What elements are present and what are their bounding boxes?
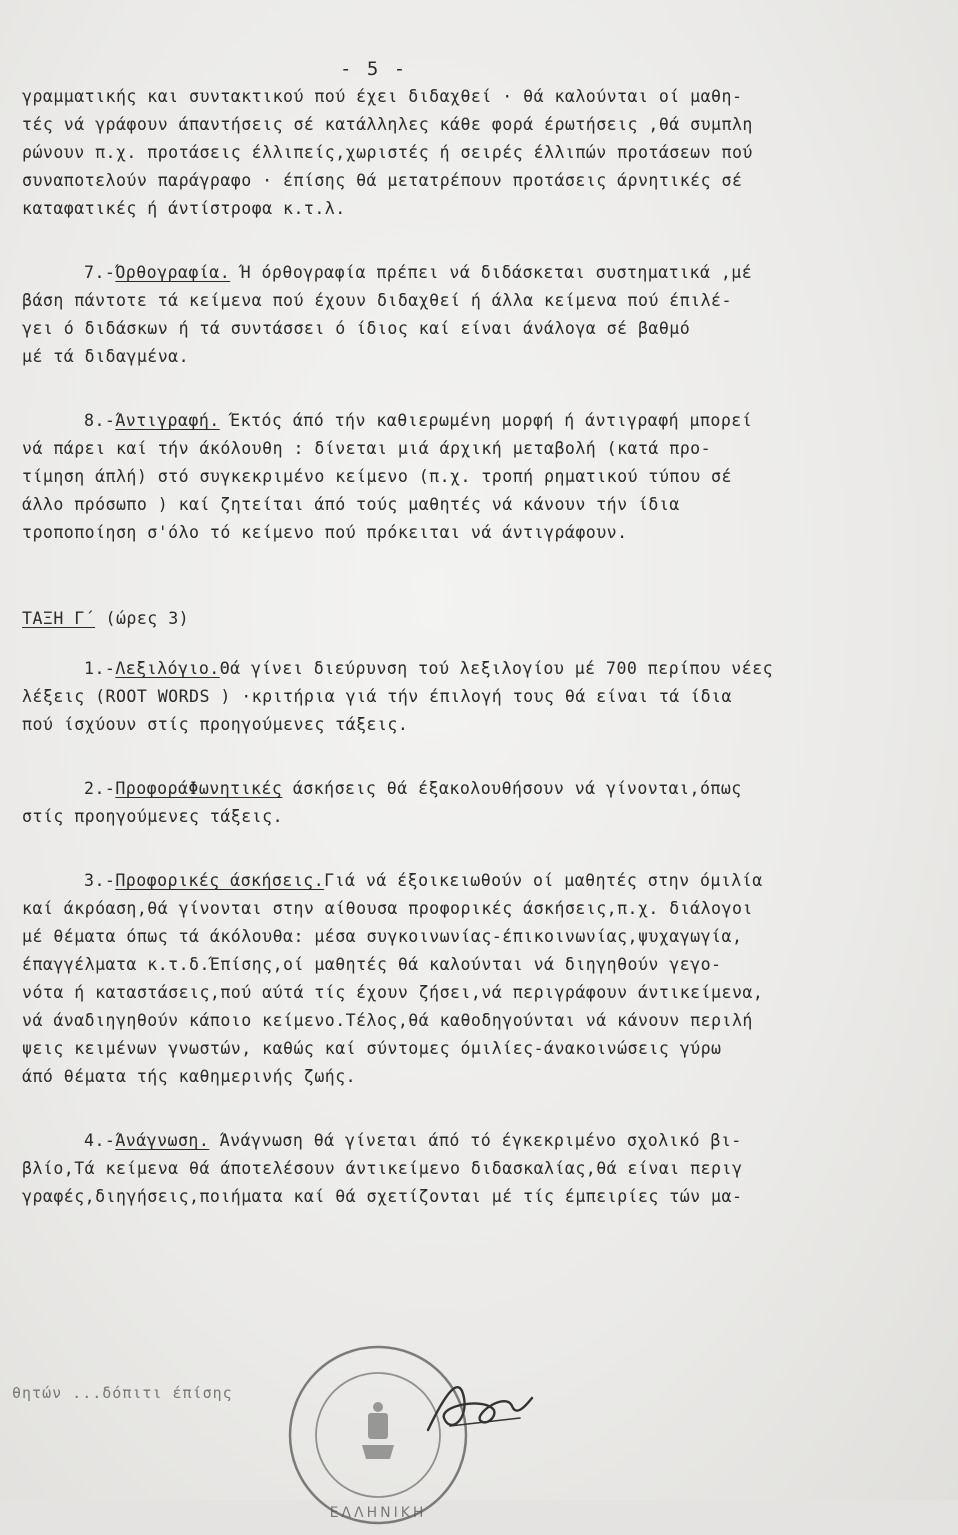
section-title: ΤΑΞΗ Γ΄ (22, 609, 96, 628)
spacer (22, 374, 942, 410)
text-line: 7.-Όρθογραφία. Ή όρθογραφία πρέπει νά διδάσκεται συστηματικά ,μέ (84, 263, 753, 282)
spacer (22, 834, 942, 870)
text-line: 4.-Άνάγνωση. Άνάγνωση θά γίνεται άπό τό έγκεκριμένο σχολικό βι- (84, 1131, 742, 1150)
underlined-label: ΠροφοράΦωνητικές (115, 779, 283, 798)
text-line: τροποποίηση σ'όλο τό κείμενο πού πρόκειται νά άντιγράφουν. (22, 523, 628, 542)
text-line: καταφατικές ή άντίστροφα κ.τ.λ. (22, 199, 346, 218)
text-line: λέξεις (ROOT WORDS ) ·κριτήρια γιά τήν έπιλογή τους θά είναι τά ίδια (22, 687, 732, 706)
text-line: 2.-ΠροφοράΦωνητικές άσκήσεις θά έξακολουθήσουν νά γίνονται,όπως (84, 779, 742, 798)
text-line: βάση πάντοτε τά κείμενα πού έχουν διδαχθεί ή άλλα κείμενα πού έπιλέ- (22, 291, 732, 310)
text-line: νότα ή καταστάσεις,πού αύτά τίς έχουν ζήσει,νά περιγράφουν άντικείμενα, (22, 983, 764, 1002)
page-number: - 5 - (340, 58, 408, 80)
text-line: τές νά γράφουν άπαντήσεις σέ κατάλληλες κάθε φορά έρωτήσεις ,θά συμπλη (22, 115, 753, 134)
text-line: νά πάρει καί τήν άκόλουθη : δίνεται μιά άρχική μεταβολή (κατά προ- (22, 439, 712, 458)
section-heading (22, 608, 942, 636)
text-line: καί άκρόαση,θά γίνονται στην αίθουσα προφορικές άσκήσεις,π.χ. διάλογοι (22, 899, 753, 918)
text-line: μέ τά διδαγμένα. (22, 347, 190, 366)
text-line: συναποτελούν παράγραφο · έπίσης θά μετατρέπουν προτάσεις άρνητικές σέ (22, 171, 743, 190)
text-line: βλίο,Τά κείμενα θά άποτελέσουν άντικείμενο διδασκαλίας,θά είναι περιγ (22, 1159, 743, 1178)
paragraph-orthography (22, 262, 942, 374)
paragraph-reading (22, 1130, 942, 1214)
text-line: γραμματικής και συντακτικού πού έχει διδαχθεί · θά καλούνται οί μαθη- (22, 87, 743, 106)
section-hours: (ώρες 3) (105, 609, 190, 628)
text-line: έπαγγέλματα κ.τ.δ.Έπίσης,οί μαθητές θά καλούνται νά διηγηθούν γεγο- (22, 955, 722, 974)
svg-text:ΕΛΛΗΝΙΚΗ: ΕΛΛΗΝΙΚΗ (329, 1505, 427, 1521)
paragraph-block-1 (22, 86, 942, 226)
text-line: άπό θέματα τής καθημερινής ζωής. (22, 1067, 357, 1086)
paragraph-phonetics (22, 778, 942, 834)
paragraph-copying (22, 410, 942, 550)
spacer (22, 636, 942, 658)
spacer (22, 226, 942, 262)
text-line: άλλο πρόσωπο ) καί ζητείται άπό τούς μαθητές νά κάνουν τήν ίδια (22, 495, 680, 514)
underlined-label: Λεξιλόγιο. (115, 659, 220, 678)
spacer (22, 1094, 942, 1130)
text-line: γει ό διδάσκων ή τά συντάσσει ό ίδιος καί είναι άνάλογα σέ βαθμό (22, 319, 691, 338)
text-line: ρώνουν π.χ. προτάσεις έλλιπείς,χωριστές ή σειρές έλλιπών προτάσεων πού (22, 143, 753, 162)
paragraph-vocabulary (22, 658, 942, 742)
text-line: 1.-Λεξιλόγιο.Θά γίνει διεύρυνση τού λεξιλογίου μέ 700 περίπου νέες (84, 659, 774, 678)
underlined-label: Άνάγνωση. (115, 1131, 210, 1150)
spacer (22, 742, 942, 778)
underlined-label: Προφορικές άσκήσεις. (115, 871, 325, 890)
underlined-label: Άντιγραφή. (115, 411, 220, 430)
cut-off-line: θητών ...δόπιτι έπίσης (12, 1384, 233, 1402)
text-line: πού ίσχύουν στίς προηγούμενες τάξεις. (22, 715, 409, 734)
text-line: στίς προηγούμενες τάξεις. (22, 807, 284, 826)
text-line: νά άναδιηγηθούν κάποιο κείμενο.Τέλος,θά καθοδηγούνται νά κάνουν περιλή (22, 1011, 753, 1030)
spacer (22, 550, 942, 608)
text-line: 8.-Άντιγραφή. Έκτός άπό τήν καθιερωμένη μορφή ή άντιγραφή μπορεί (84, 411, 753, 430)
text-line: τίμηση άπλή) στό συγκεκριμένο κείμενο (π.χ. τροπή ρηματικού τύπου σέ (22, 467, 732, 486)
handwritten-signature (420, 1368, 540, 1448)
text-line: ψεις κειμένων γνωστών, καθώς καί σύντομες όμιλίες-άνακοινώσεις γύρω (22, 1039, 722, 1058)
document-body (22, 86, 942, 1214)
text-line: γραφές,διηγήσεις,ποιήματα καί θά σχετίζονται μέ τίς έμπειρίες τών μα- (22, 1187, 743, 1206)
text-line: 3.-Προφορικές άσκήσεις.Γιά νά έξοικειωθούν οί μαθητές στην όμιλία (84, 871, 763, 890)
paragraph-oral-exercises (22, 870, 942, 1094)
text-line: μέ θέματα όπως τά άκόλουθα: μέσα συγκοινωνίας-έπικοινωνίας,ψυχαγωγία, (22, 927, 743, 946)
underlined-label: Όρθογραφία. (115, 263, 231, 282)
